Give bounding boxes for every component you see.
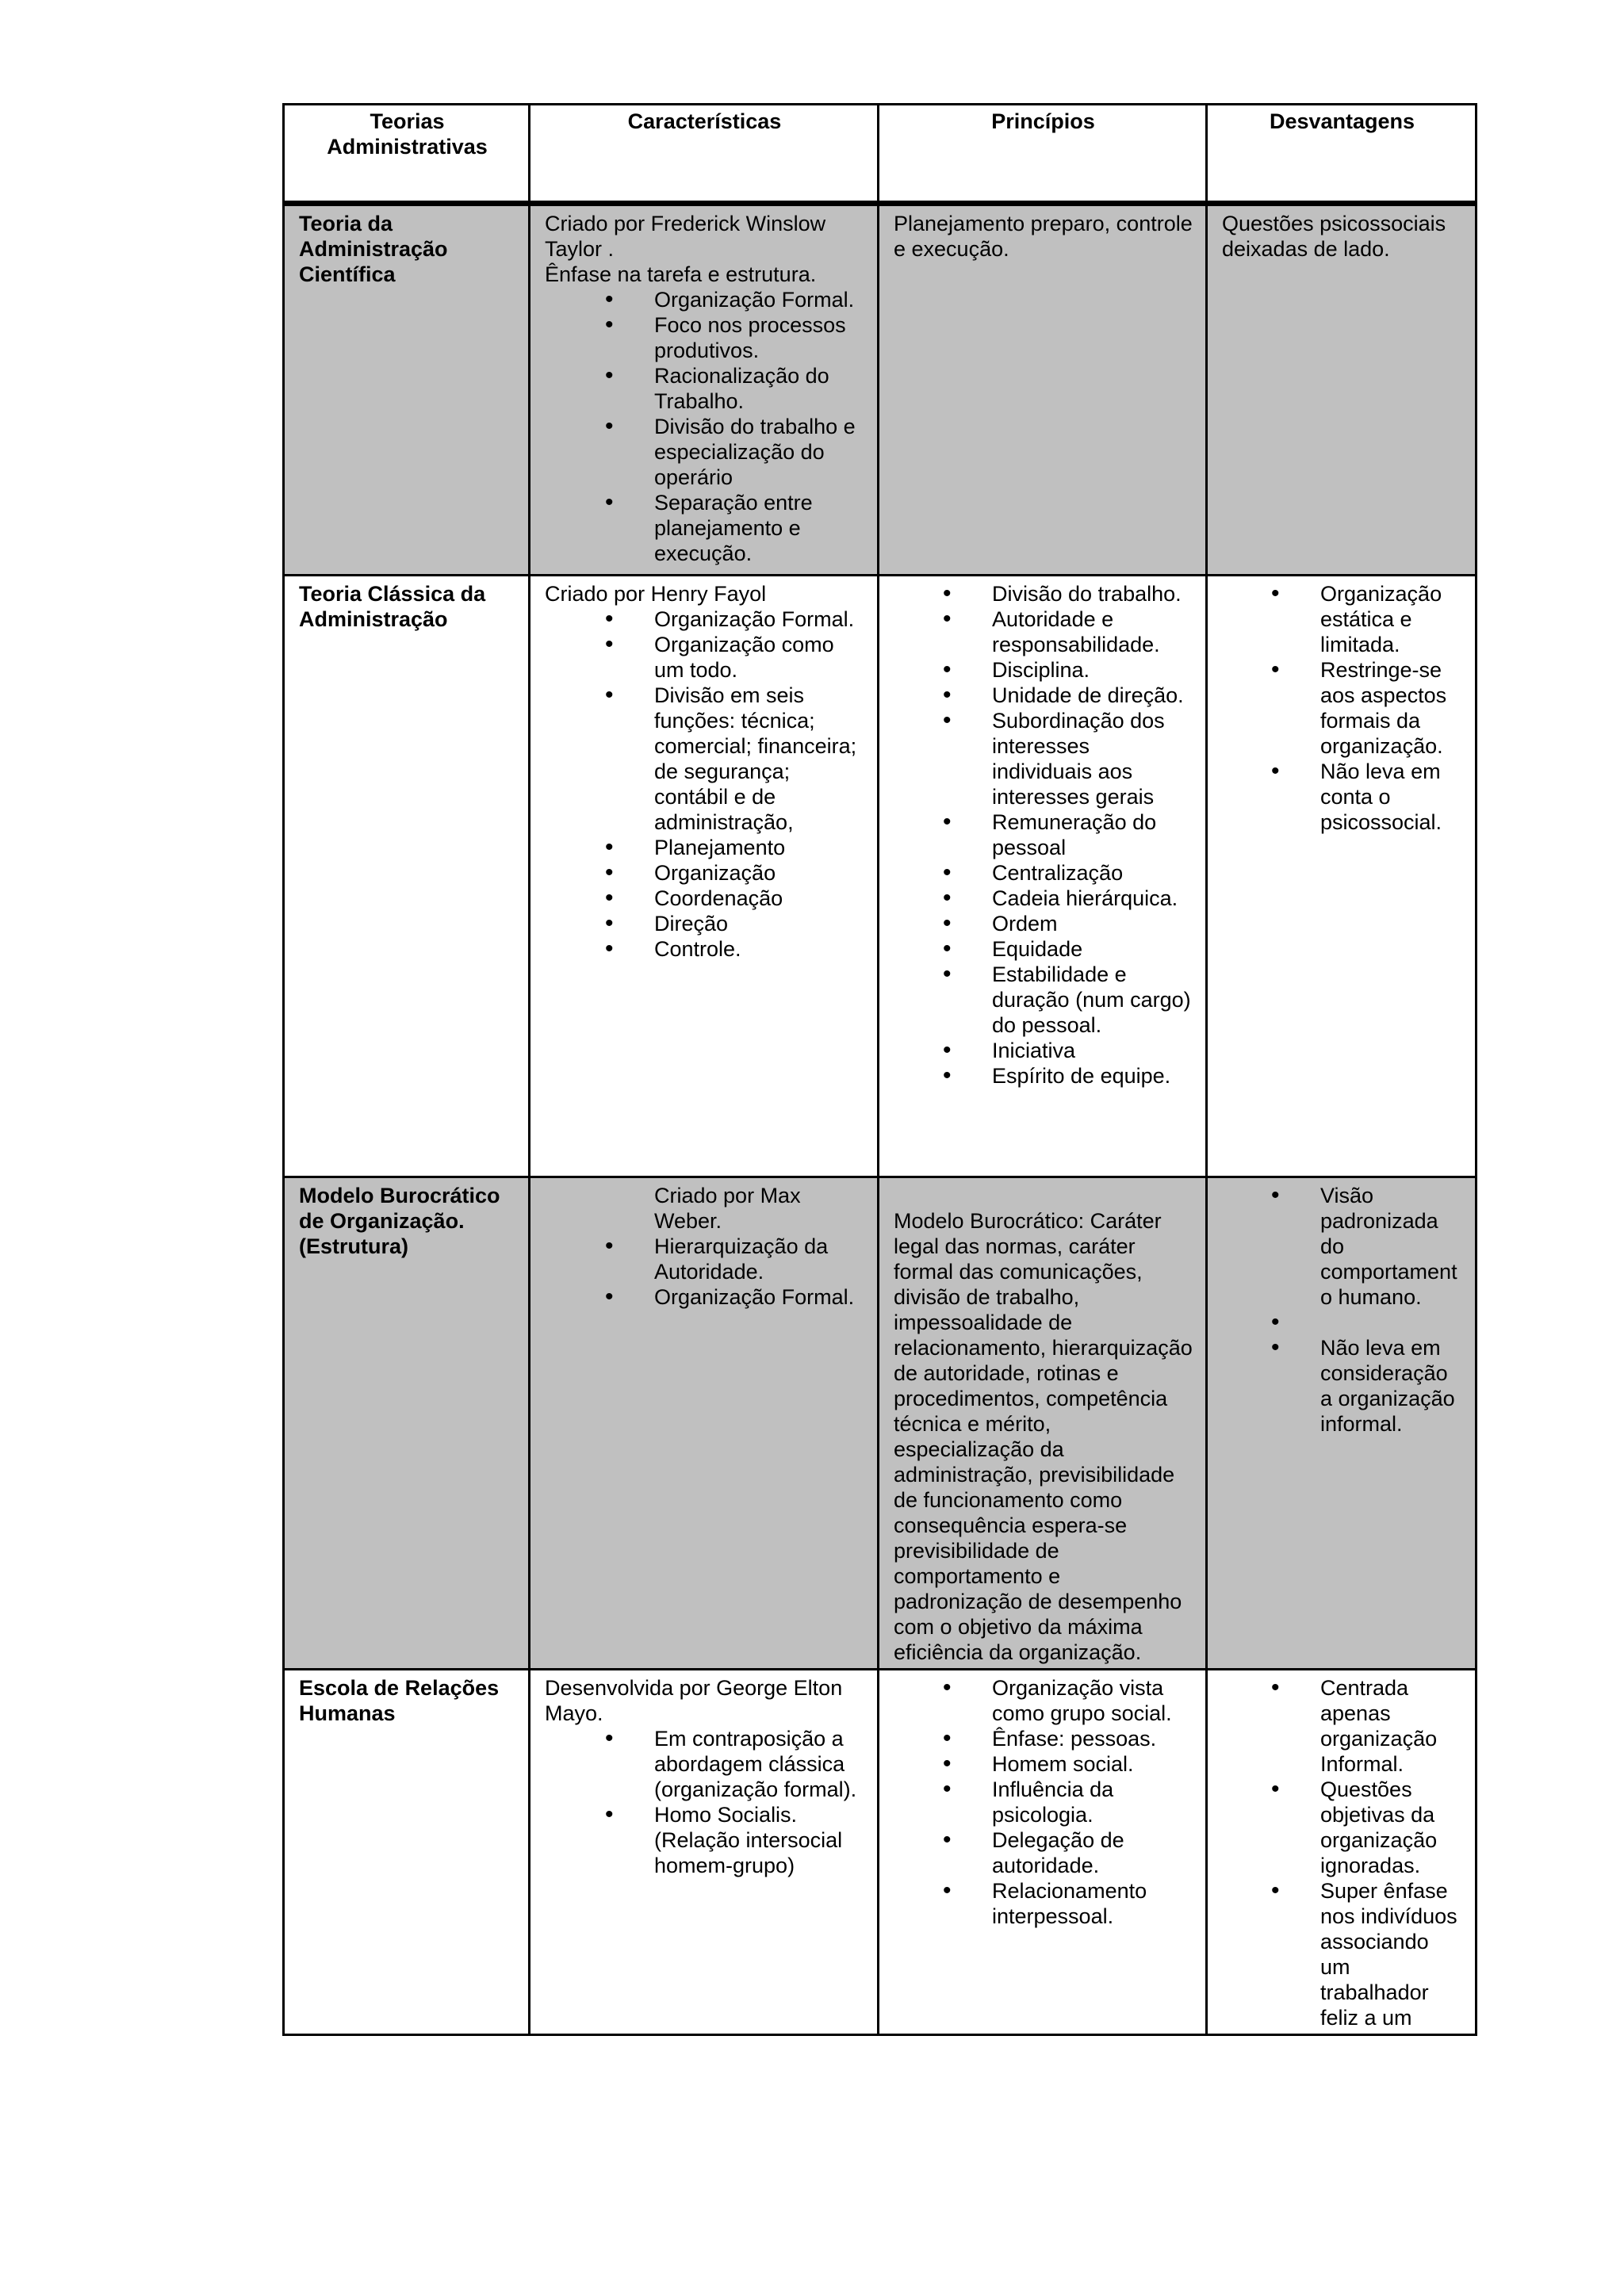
header-principios: Princípios [879, 105, 1207, 204]
list-item: • Organização [654, 860, 864, 886]
principios-list [894, 1675, 1193, 1929]
list-item: • Organização Formal. [654, 287, 864, 312]
list-item: • Organização Formal. [654, 607, 864, 632]
list-item: • Influência da psicologia. [992, 1777, 1193, 1827]
list-item: • Autoridade e responsabilidade. [992, 607, 1193, 657]
list-item: • Estabilidade e duração (num cargo) do pessoal. [992, 962, 1193, 1038]
spacer [894, 1183, 1193, 1208]
header-row [284, 105, 1477, 204]
list-item: • Questões objetivas da organização ignoradas. [1320, 1777, 1462, 1878]
caracteristicas-intro: Criado por Henry Fayol [545, 582, 767, 606]
list-item: • Racionalização do Trabalho. [654, 363, 864, 414]
desvantagens-list [1222, 1675, 1462, 2030]
list-item: • Ênfase: pessoas. [992, 1726, 1193, 1751]
table-row [284, 204, 1477, 576]
list-item: • Controle. [654, 936, 864, 962]
list-item: • Não leva em consideração a organização informal. [1320, 1335, 1462, 1437]
principios-cell [879, 576, 1207, 1177]
list-item: • Delegação de autoridade. [992, 1827, 1193, 1878]
desvantagens-cell [1207, 1670, 1477, 2035]
desvantagens-cell [1207, 1177, 1477, 1670]
theory-name: Modelo Burocrático de Organização. (Estrutura) [284, 1177, 530, 1670]
principios-cell [879, 1177, 1207, 1670]
list-item: • Ordem [992, 911, 1193, 936]
list-item: • Centralização [992, 860, 1193, 886]
caracteristicas-list [545, 607, 864, 962]
list-item: • Organização estática e limitada. [1320, 581, 1462, 657]
list-item: • Unidade de direção. [992, 683, 1193, 708]
list-item: • Subordinação dos interesses individuais aos interesses gerais [992, 708, 1193, 809]
caracteristicas-cell [530, 1670, 879, 2035]
caracteristicas-intro: Criado por Max Weber. [654, 1184, 801, 1233]
list-item: • Cadeia hierárquica. [992, 886, 1193, 911]
theories-table [282, 103, 1477, 2036]
list-item: • Não leva em conta o psicossocial. [1320, 759, 1462, 835]
caracteristicas-list [545, 1234, 864, 1310]
principios-cell: Planejamento preparo, controle e execução. [879, 204, 1207, 576]
caracteristicas-list [545, 287, 864, 566]
list-item: • Divisão do trabalho. [992, 581, 1193, 607]
list-item: • Foco nos processos produtivos. [654, 312, 864, 363]
list-item: • Divisão em seis funções: técnica; comercial; financeira; de segurança; contábil e de administração, [654, 683, 864, 835]
list-item: • Centrada apenas organização Informal. [1320, 1675, 1462, 1777]
list-item: • Divisão do trabalho e especialização do operário [654, 414, 864, 490]
list-item: • Organização como um todo. [654, 632, 864, 683]
desvantagens-cell [1207, 576, 1477, 1177]
list-item: • Homem social. [992, 1751, 1193, 1777]
list-item: • Direção [654, 911, 864, 936]
list-item: • Planejamento [654, 835, 864, 860]
header-teorias: Teorias Administrativas [284, 105, 530, 204]
list-item: • Iniciativa [992, 1038, 1193, 1063]
principios-text: Modelo Burocrático: Caráter legal das normas, caráter formal das comunicações, divisão de trabalho, impessoalidade de relacionamento, hierarquização de autoridade, rotinas e procedimentos, competência técnica e mérito, especialização da administração, previsibilidade de funcionamento como consequência espera-se previsibilidade de comportamento e padronização de desempenho com o objetivo da máxima eficiência da organização. [894, 1209, 1193, 1664]
list-item: • Hierarquização da Autoridade. [654, 1234, 864, 1284]
table-row [284, 576, 1477, 1177]
desvantagens-list [1222, 1183, 1462, 1437]
list-item: • Espírito de equipe. [992, 1063, 1193, 1089]
list-item: • Em contraposição a abordagem clássica (organização formal). [654, 1726, 864, 1802]
caracteristicas-cell [530, 204, 879, 576]
theory-name: Escola de Relações Humanas [284, 1670, 530, 2035]
list-item: • Disciplina. [992, 657, 1193, 683]
list-item: • Super ênfase nos indivíduos associando um trabalhador feliz a um [1320, 1878, 1462, 2030]
principios-list [894, 581, 1193, 1089]
desvantagens-cell: Questões psicossociais deixadas de lado. [1207, 204, 1477, 576]
caracteristicas-cell [530, 1177, 879, 1670]
theory-name: Teoria da Administração Científica [284, 204, 530, 576]
caracteristicas-intro: Desenvolvida por George Elton Mayo. [545, 1676, 843, 1725]
list-item: • Visão padronizada do comportament o humano. [1320, 1183, 1462, 1310]
list-item: • Restringe-se aos aspectos formais da organização. [1320, 657, 1462, 759]
caracteristicas-cell [530, 576, 879, 1177]
caracteristicas-intro: Criado por Frederick Winslow Taylor . [545, 212, 826, 261]
list-item: • Separação entre planejamento e execução. [654, 490, 864, 566]
list-item: • Coordenação [654, 886, 864, 911]
list-item: • Organização vista como grupo social. [992, 1675, 1193, 1726]
list-item: • Homo Socialis. (Relação intersocial homem-grupo) [654, 1802, 864, 1878]
spacer [1320, 1310, 1462, 1335]
caracteristicas-list [545, 1726, 864, 1878]
list-item: • Relacionamento interpessoal. [992, 1878, 1193, 1929]
table-row [284, 1670, 1477, 2035]
principios-cell [879, 1670, 1207, 2035]
theory-name: Teoria Clássica da Administração [284, 576, 530, 1177]
list-item: • Remuneração do pessoal [992, 809, 1193, 860]
header-caracteristicas: Características [530, 105, 879, 204]
desvantagens-list [1222, 581, 1462, 835]
header-desvantagens: Desvantagens [1207, 105, 1477, 204]
list-item: • Equidade [992, 936, 1193, 962]
table-row [284, 1177, 1477, 1670]
list-item: • Organização Formal. [654, 1284, 864, 1310]
caracteristicas-intro: Ênfase na tarefa e estrutura. [545, 262, 817, 286]
